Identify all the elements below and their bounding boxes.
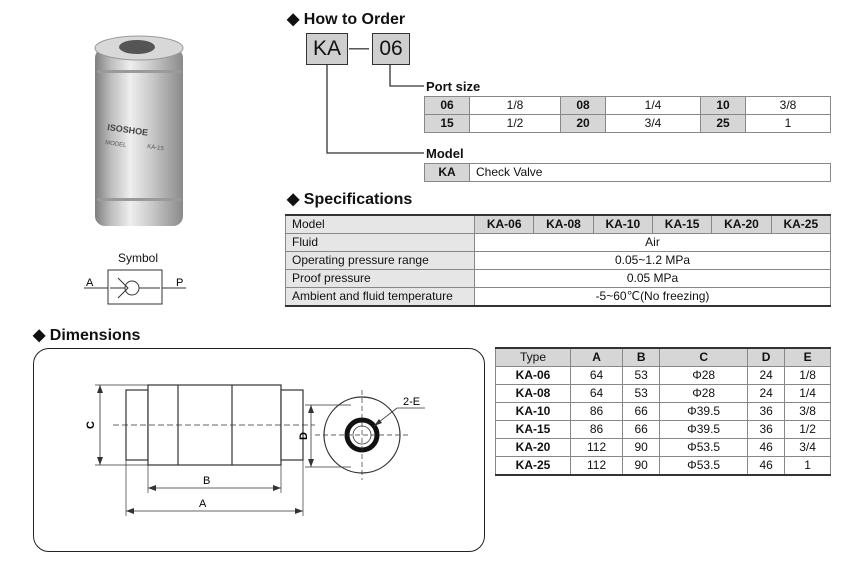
- order-code-model: KA: [312, 37, 341, 60]
- table-row: KA-10 86 66 Φ39.5 36 3/8: [496, 403, 831, 421]
- dim-label-e: 2-E: [403, 396, 421, 408]
- table-row: KA-06 64 53 Φ28 24 1/8: [496, 367, 831, 385]
- specifications-title: ◆ Specifications: [287, 191, 413, 208]
- table-row: Proof pressure 0.05 MPa: [286, 270, 831, 288]
- how-to-order-title: ◆ How to Order: [287, 11, 406, 28]
- product-photo: [85, 30, 195, 230]
- symbol-title: Symbol: [118, 251, 159, 265]
- product-brand-text: ISOSHOE: [106, 122, 149, 138]
- port-size-label: Port size: [426, 79, 481, 94]
- symbol-port-a: A: [86, 277, 94, 289]
- diamond-bullet-icon: ◆: [287, 191, 300, 208]
- port-size-table: [424, 96, 831, 133]
- table-row: KA-08 64 53 Φ28 24 1/4: [496, 385, 831, 403]
- product-series-text: KA-15: [146, 144, 165, 153]
- table-row: 06 1/8 08 1/4 10 3/8: [425, 97, 831, 115]
- table-row: KA Check Valve: [425, 164, 831, 182]
- model-table: [424, 163, 831, 182]
- dimensions-table: [495, 347, 831, 476]
- dim-label-a: A: [199, 498, 207, 510]
- table-row: Model KA-06 KA-08 KA-10 KA-15 KA-20 KA-25: [286, 215, 831, 234]
- table-row: KA-15 86 66 Φ39.5 36 1/2: [496, 421, 831, 439]
- table-row: KA-25 112 90 Φ53.5 46 1: [496, 457, 831, 476]
- dimension-drawing: [33, 348, 485, 552]
- order-code-separator: —: [349, 37, 369, 59]
- table-row: 15 1/2 20 3/4 25 1: [425, 115, 831, 133]
- dim-label-d: D: [298, 432, 310, 440]
- order-code-port: 06: [379, 37, 403, 60]
- diamond-bullet-icon: ◆: [33, 327, 46, 344]
- model-label: Model: [426, 146, 464, 161]
- table-row: Operating pressure range 0.05~1.2 MPa: [286, 252, 831, 270]
- dim-label-b: B: [203, 475, 211, 487]
- table-row: Ambient and fluid temperature -5~60℃(No freezing): [286, 288, 831, 307]
- dim-label-c: C: [85, 421, 97, 429]
- dimensions-title: ◆ Dimensions: [33, 327, 141, 344]
- table-row: KA-20 112 90 Φ53.5 46 3/4: [496, 439, 831, 457]
- diamond-bullet-icon: ◆: [287, 11, 300, 28]
- table-row: Type A B C D E: [496, 348, 831, 367]
- table-row: Fluid Air: [286, 234, 831, 252]
- check-valve-symbol: [80, 266, 200, 312]
- product-model-text: MODEL: [104, 140, 127, 149]
- symbol-port-p: P: [176, 277, 184, 289]
- specifications-table: [285, 214, 831, 307]
